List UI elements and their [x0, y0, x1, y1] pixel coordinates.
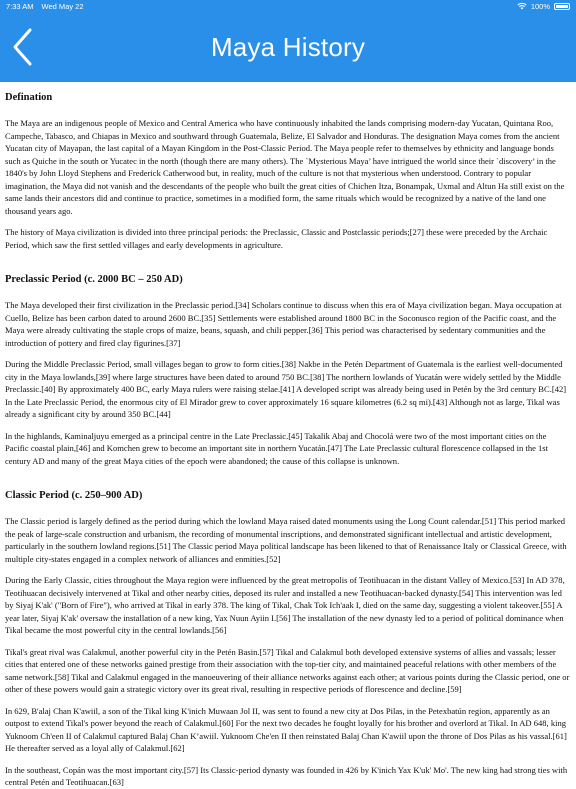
paragraph: The history of Maya civilization is divided into three principal periods: the Preclassic, Classic and Postclassic periods;[27] these were preceded by the Archaic Period, which saw the first settled villages and early developments in agriculture.: [5, 227, 548, 250]
section-title-preclassic: Preclassic Period (c. 2000 BC – 250 AD): [5, 274, 183, 285]
nav-bar: [0, 12, 576, 82]
page-title: Maya History: [210, 31, 366, 62]
paragraph: The Maya are an indigenous people of Mexico and Central America who have continuously inhabited the lands comprising modern-day Yucatan, Quintana Roo, Campeche, Tabasco, and Chiapas in Mexico and southward through Guatemala, Belize, El Salvador and Honduras. The designation Maya comes from the ancient Yucatan city of Mayapan, the last capital of a Mayan Kingdom in the Post-Classic Period. The Maya people refer to themselves by ethnicity and language bonds such as Quiche in the south or Yucatec in the north (though there are many others). The `Mysterious Maya’ have intrigued the world since their `discovery’ in the 1840's by John Lloyd Stephens and Frederick Catherwood but, in reality, much of the culture is not that mysterious when understood. Contrary to popular imagination, the Maya did not vanish and the descendants of the people who built the great cities of Chichen Itza, Bonampak, Uxmal and Altun Ha still exist on the same lands their ancestors did and continue to practice, sometimes in a modified form, the same rituals which would be recognized by a native of the land one thousand years ago.: [5, 118, 565, 216]
section-title-definition: Defination: [5, 92, 53, 103]
status-time: 7:33 AM: [6, 1, 34, 11]
status-date: Wed May 22: [41, 1, 84, 11]
paragraph: During the Middle Preclassic Period, small villages began to grow to form cities.[38] Nakbe in the Petén Department of Guatemala is the earliest well-documented city in the Maya lowlands,[39] where large structures have been dated to around 750 BC.[38] The northern lowlands of Yucatán were widely settled by the Middle Preclassic.[40] By approximately 400 BC, early Maya rulers were raising stelae.[41] A developed script was already being used in Petén by the 3rd century BC.[42] In the Late Preclassic Period, the enormous city of El Mirador grew to cover approximately 16 square kilometres (6.2 sq mi).[43] Although not as large, Tikal was already a significant city by around 350 BC.[44]: [5, 359, 567, 419]
paragraph: In 629, B'alaj Chan K'awiil, a son of the Tikal king K'inich Muwaan Jol II, was sent to found a new city at Dos Pilas, in the Petexbatún region, apparently as an outpost to extend Tikal's power beyond the reach of Calakmul.[60] For the next two decades he fought loyally for his brother and overlord at Tikal. In AD 648, king Yuknoom Ch'een II of Calakmul captured Balaj Chan K’awiil. Yuknoom Che'en II then reinstated Balaj Chan K'awiil upon the throne of Dos Pilas as his vassal.[61] He thereafter served as a loyal ally of Calakmul.[62]: [5, 705, 567, 753]
article-content[interactable]: [0, 82, 576, 787]
paragraph: The Classic period is largely defined as the period during which the lowland Maya raised dated monuments using the Long Count calendar.[51] This period marked the peak of large-scale construction and urbanism, the recording of monumental inscriptions, and demonstrated significant intellectual and artistic development, particularly in the southern lowland regions.[51] The Classic period Maya political landscape has been likened to that of Renaissance Italy or Classical Greece, with multiple city-states engaged in a complex network of alliances and enmities.[52]: [5, 516, 567, 564]
paragraph: Tikal's great rival was Calakmul, another powerful city in the Petén Basin.[57] Tikal and Calakmul both developed extensive systems of allies and vassals; lesser cities that entered one of these networks gained prestige from their association with the top-tier city, and maintained peaceful relations with other members of the same network.[58] Tikal and Calakmul engaged in the manoeuvering of their alliance networks against each other; at various points during the Classic period, one or other of these powers would gain a strategic victory over its great rival, resulting in respective periods of florescence and decline.[59]: [5, 646, 570, 694]
battery-icon: [554, 3, 570, 10]
wifi-icon: [517, 2, 527, 10]
paragraph: In the southeast, Copán was the most important city.[57] Its Classic-period dynasty was founded in 426 by K'inich Yax K'uk' Mo'. The new king had strong ties with central Petén and Teotihuacan.[63]: [5, 764, 568, 787]
paragraph: In the highlands, Kaminaljuyu emerged as a principal centre in the Late Preclassic.[45] Takalik Abaj and Chocolá were two of the most important cities on the Pacific coastal plain,[46] and Komchen grew to become an important site in northern Yucatán.[47] The Late Preclassic cultural florescence collapsed in the 1st century AD and many of the great Maya cities of the epoch were abandoned; the cause of this collapse is unknown.: [5, 430, 549, 466]
battery-percent: 100%: [530, 1, 550, 11]
section-title-classic: Classic Period (c. 250–900 AD): [5, 490, 143, 501]
status-bar: [0, 0, 576, 12]
paragraph: During the Early Classic, cities throughout the Maya region were influenced by the great metropolis of Teotihuacan in the distant Valley of Mexico.[53] In AD 378, Teotihuacan decisively intervened at Tikal and other nearby cities, deposed its ruler and installed a new Teotihuacan-backed dynasty.[54] This intervention was led by Siyaj K'ak' ("Born of Fire"), who arrived at Tikal in early 378. The king of Tikal, Chak Tok Ich'aak I, died on the same day, suggesting a violent takeover.[55] A year later, Siyaj K'ak' oversaw the installation of a new king, Yax Nuun Ayiin I.[56] The installation of the new dynasty led to a period of political dominance when Tikal became the most powerful city in the central lowlands.[56]: [5, 575, 565, 635]
paragraph: The Maya developed their first civilization in the Preclassic period.[34] Scholars continue to discuss when this era of Maya civilization began. Maya occupation at Cuello, Belize has been carbon dated to around 2600 BC.[35] Settlements were established around 1800 BC in the Soconusco region of the Pacific coast, and the Maya were already cultivating the staple crops of maize, beans, squash, and chili pepper.[36] This period was characterised by sedentary communities and the introduction of pottery and fired clay figurines.[37]: [5, 300, 562, 348]
